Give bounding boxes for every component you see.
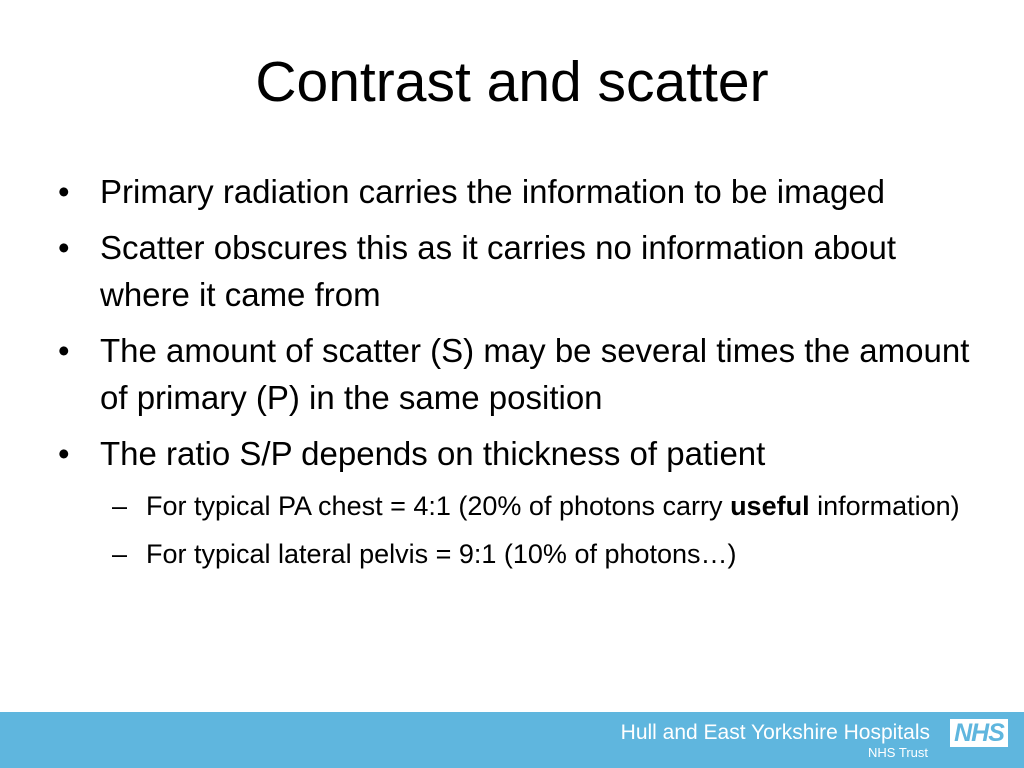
- sub-bullet-text-after: information): [809, 491, 960, 521]
- trust-name: NHS Trust: [868, 745, 928, 760]
- nhs-logo: NHS: [950, 719, 1008, 747]
- bullet-marker: •: [58, 332, 70, 369]
- bullet-text: Primary radiation carries the information to be imaged: [100, 173, 886, 210]
- sub-bullet-marker: –: [112, 491, 128, 521]
- sub-bullet-text: For typical lateral pelvis = 9:1 (10% of photons…): [146, 539, 737, 569]
- sub-bullet-marker: –: [112, 539, 128, 569]
- bullet-item: [56, 327, 976, 421]
- bullet-marker: •: [58, 173, 70, 210]
- organization-name: Hull and East Yorkshire Hospitals: [620, 721, 930, 744]
- bullet-text: The ratio S/P depends on thickness of patient: [100, 435, 766, 472]
- bullet-text: The amount of scatter (S) may be several times the amount of primary (P) in the same position: [100, 332, 970, 416]
- sub-bullet-text: For typical PA chest = 4:1 (20% of photons carry: [146, 491, 723, 521]
- slide-title: Contrast and scatter: [255, 50, 769, 114]
- bullet-list: [56, 168, 976, 582]
- bullet-item: [56, 430, 976, 477]
- bullet-text: Scatter obscures this as it carries no information about where it came from: [100, 229, 897, 313]
- bullet-marker: •: [58, 229, 70, 266]
- sub-bullet-item: [56, 534, 976, 574]
- bullet-item: [56, 168, 976, 215]
- sub-bullet-item: [56, 486, 976, 526]
- bullet-marker: •: [58, 435, 70, 472]
- bullet-item: [56, 224, 976, 318]
- footer-bar: [0, 712, 1024, 768]
- emphasis-text: useful: [730, 491, 810, 521]
